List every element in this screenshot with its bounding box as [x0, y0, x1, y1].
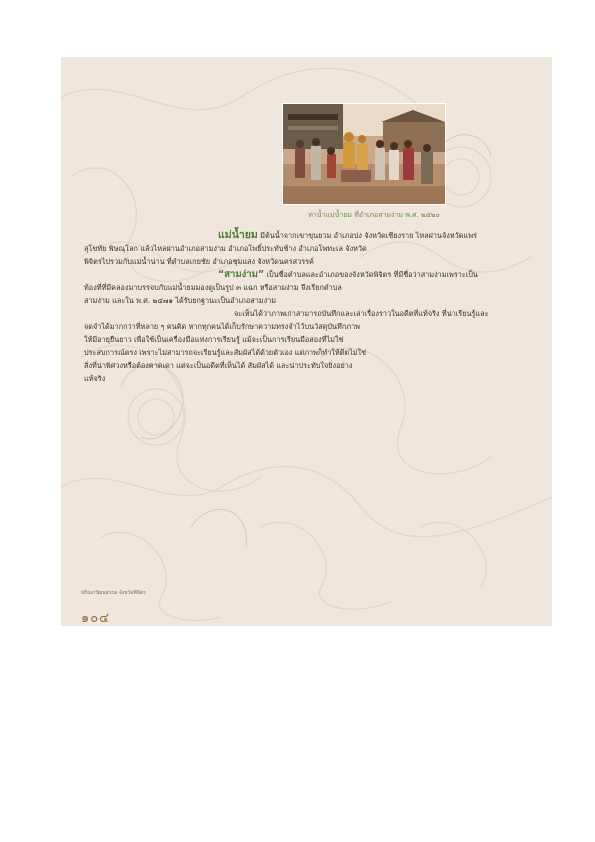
book-page [61, 57, 552, 626]
term-yom-river: แม่น้ำยม [218, 229, 258, 241]
text-line: จดจำได้มากกว่าที่หลาย ๆ คนคิด หากทุกคนได้เก็บรักษาความทรงจำไว้บนวัสดุบันทึกภาพ [84, 322, 360, 331]
text-line: สิ่งที่น่าพิศวงหรือต้องคาดเดา แต่จะเป็นอดีตที่เห็นได้ สัมผัสได้ และน่าประทับใจยิ่งอย่าง [84, 361, 353, 370]
text-line: สุโขทัย พิษณุโลก แล้วไหลผ่านอำเภอสามง่าม อำเภอโพธิ์ประทับช้าง อำเภอโพทะเล จังหวัด [84, 244, 367, 253]
text-line: สามง่าม และใน พ.ศ. ๒๔๗๑ ได้รับยกฐานะเป็นอำเภอสามง่าม [84, 296, 277, 305]
text-line: มีต้นน้ำจากเขาขุนยวม อำเภอปง จังหวัดเชียงราย ไหลผ่านจังหวัดแพร่ [257, 231, 477, 240]
historic-photo-riverside [282, 103, 446, 205]
text-line: เป็นชื่อตำบลและอำเภอของจังหวัดพิจิตร ที่มีชื่อว่าสามง่ามเพราะเป็น [264, 270, 478, 279]
page-number: ๑๐๔ [81, 611, 111, 626]
text-line: พิจิตรไปรวมกับแม่น้ำน่าน ที่ตำบลเกยชัย อำเภอชุมแสง จังหวัดนครสวรรค์ [84, 257, 314, 266]
text-line: ท้องที่ที่มีคลองมาบรรจบกับแม่น้ำยมมองดูเป็นรูป ๓ แฉก หรือสามง่าม จึงเรียกตำบล [84, 283, 342, 292]
paragraph-sam-ngam [84, 268, 529, 281]
term-sam-ngam: “สามง่าม” [218, 269, 265, 280]
text-line: ให้มีอายุยืนยาว เพื่อใช้เป็นเครื่องมือแห่งการเรียนรู้ แม้จะเป็นการเรียนมือสองที่ไม่ใช่ [84, 335, 344, 344]
text-line: ประสบการณ์ตรง เพราะไม่สามารถจะเรียนรู้และสัมผัสได้ด้วยตัวเอง แต่ภาพก็ทำให้ตีตไม่ใช่ [84, 348, 367, 357]
footer-book-title: ปกิณกวัฒนธรรม จังหวัดพิจิตร [81, 590, 146, 596]
text-line: จะเห็นได้ว่าภาพเก่าสามารถบันทึกและเล่าเรื่องราวในอดีตที่แท้จริง ที่น่าเรียนรู้และ [234, 309, 489, 318]
text-line: แท้จริง [84, 374, 106, 383]
photo-caption: ท่าน้ำแม่น้ำยม ที่อำเภอสามง่าม พ.ศ. ๒๕๒๐ [308, 211, 440, 219]
paragraph-yom-river [84, 229, 529, 242]
article-body [84, 229, 529, 385]
